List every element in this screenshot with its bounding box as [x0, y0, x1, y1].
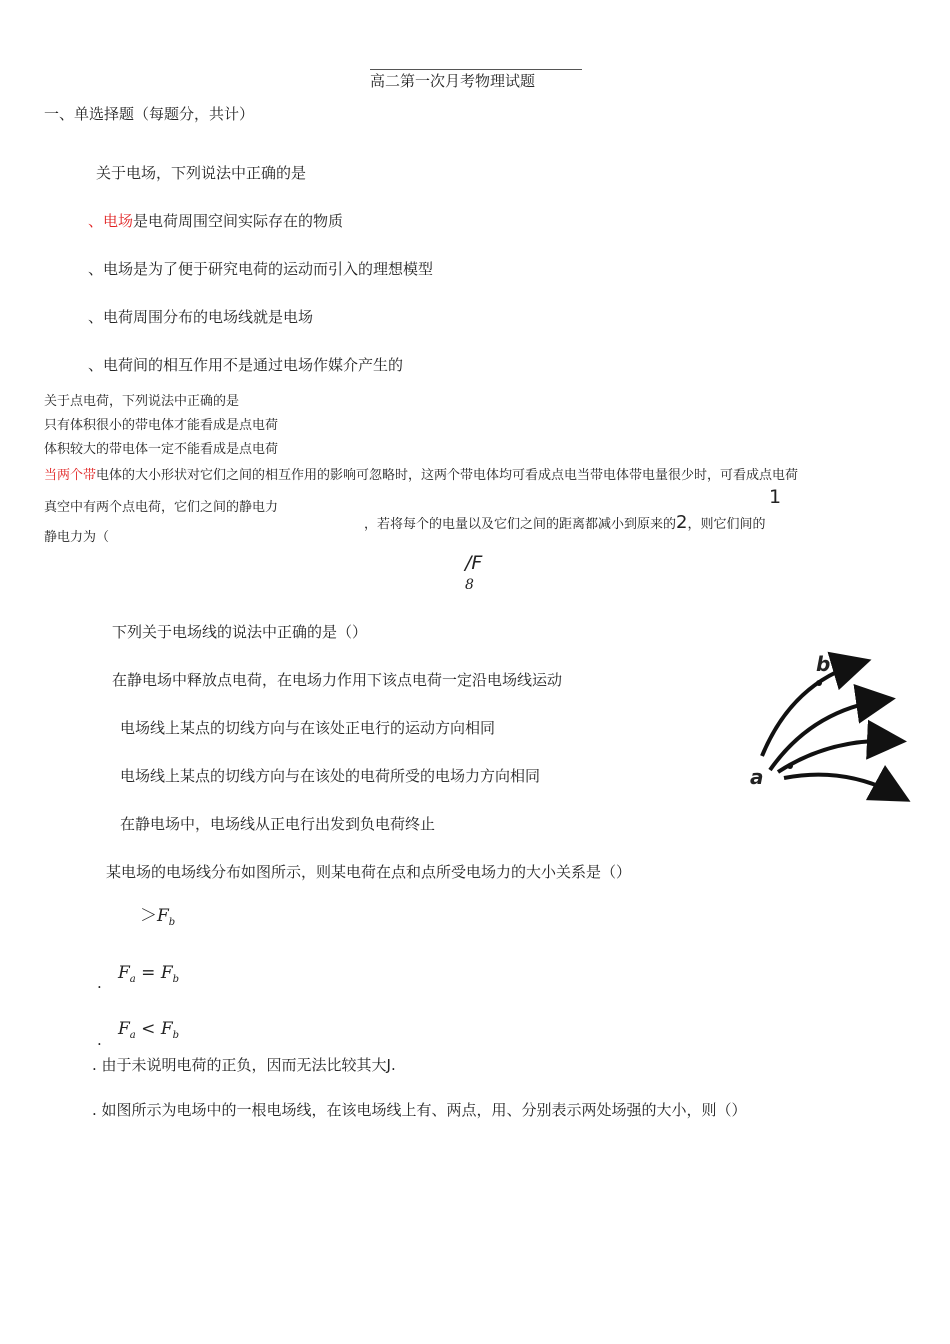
figure-label-a: a [750, 765, 764, 789]
q5-option-b [118, 965, 179, 985]
q3-answer-denominator: 8 [465, 577, 474, 593]
q3-two: 2 [676, 512, 688, 533]
q5-option-b-f1: F [118, 963, 130, 983]
point-a-marker [787, 763, 793, 769]
q3-line1: 真空中有两个点电荷，它们之间的静电力 [44, 500, 279, 515]
q1-option-c: 、电荷周围分布的电场线就是电场 [88, 308, 314, 326]
q3-line1b-text: ，若将每个的电量以及它们之间的距离都减小到原来的 [364, 517, 677, 532]
q1-option-a [88, 214, 343, 229]
field-line-4 [784, 775, 900, 796]
q3-line1b [364, 514, 765, 532]
q5-option-c-sub2: b [172, 1030, 180, 1041]
q2-option-c-highlight: 当两个带 [44, 468, 97, 483]
q5-option-d-text: . 由于未说明电荷的正负，因而无法比较其大 [92, 1056, 387, 1074]
q4-option-c: 电场线上某点的切线方向与在该处的电荷所受的电场力方向相同 [120, 767, 541, 785]
q5-option-a [140, 908, 175, 928]
q2-stem: 关于点电荷，下列说法中正确的是 [44, 394, 240, 409]
q5-option-b-sub1: a [129, 974, 136, 985]
q2-option-c-text: 电体的大小形状对它们之间的相互作用的影响可忽略时，这两个带电体均可看成点电当带电体带电量很少时，可看成点电荷 [96, 468, 799, 483]
q2-option-b: 体积较大的带电体一定不能看成是点电荷 [44, 442, 279, 457]
q3-line2: 静电力为（ [44, 530, 110, 545]
q5-option-c-sub1: a [129, 1030, 136, 1041]
figure-label-b: b [816, 652, 831, 676]
q5-option-a-f: F [157, 906, 169, 926]
q5-stem: 某电场的电场线分布如图所示，则某电荷在点和点所受电场力的大小关系是（） [106, 863, 632, 881]
q5-option-c-f2: F [160, 1019, 173, 1039]
point-b-marker [816, 680, 822, 686]
q1-option-b: 、电场是为了便于研究电荷的运动而引入的理想模型 [88, 260, 434, 278]
q5-option-c-f1: F [118, 1019, 130, 1039]
q1-stem: 关于电场，下列说法中正确的是 [96, 164, 307, 182]
q3-answer-numerator: /F [465, 552, 483, 574]
q5-option-c-operator: < [141, 1019, 156, 1039]
q3-line1c-text: ，则它们间的 [687, 517, 766, 532]
title-rule [370, 69, 582, 70]
q5-option-d [92, 1058, 396, 1073]
q5-option-b-f2: F [160, 963, 173, 983]
page-title: 高二第一次月考物理试题 [370, 72, 536, 90]
q4-stem: 下列关于电场线的说法中正确的是（） [112, 623, 368, 641]
q4-option-d: 在静电场中，电场线从正电行出发到负电荷终止 [120, 815, 436, 833]
q4-option-a: 在静电场中释放点电荷，在电场力作用下该点电荷一定沿电场线运动 [112, 671, 563, 689]
q5-option-c [118, 1021, 179, 1041]
q5-option-a-operator: ＞ [140, 906, 157, 926]
q5-option-d-end: J. [386, 1056, 396, 1074]
q1-option-a-text: 是电荷周围空间实际存在的物质 [133, 212, 344, 230]
q6-stem: . 如图所示为电场中的一根电场线，在该电场线上有、两点，用、分别表示两处场强的大小，则（） [92, 1101, 747, 1119]
q5-option-c-marker: . [97, 1031, 102, 1049]
field-line-3 [778, 741, 895, 772]
q2-option-c [44, 469, 798, 482]
q5-option-a-sub: b [168, 917, 176, 928]
q1-option-d: 、电荷间的相互作用不是通过电场作媒介产生的 [88, 356, 404, 374]
q5-option-b-marker: . [97, 974, 102, 992]
q4-option-b: 电场线上某点的切线方向与在该处正电行的运动方向相同 [120, 719, 496, 737]
q3-fraction-one: 1 [769, 486, 782, 508]
q1-option-a-highlight: 、电场 [88, 212, 134, 230]
q2-option-a: 只有体积很小的带电体才能看成是点电荷 [44, 418, 279, 433]
q5-option-b-operator: = [141, 963, 156, 983]
section-heading: 一、单选择题（每题分，共计） [44, 105, 255, 123]
q5-option-b-sub2: b [172, 974, 180, 985]
